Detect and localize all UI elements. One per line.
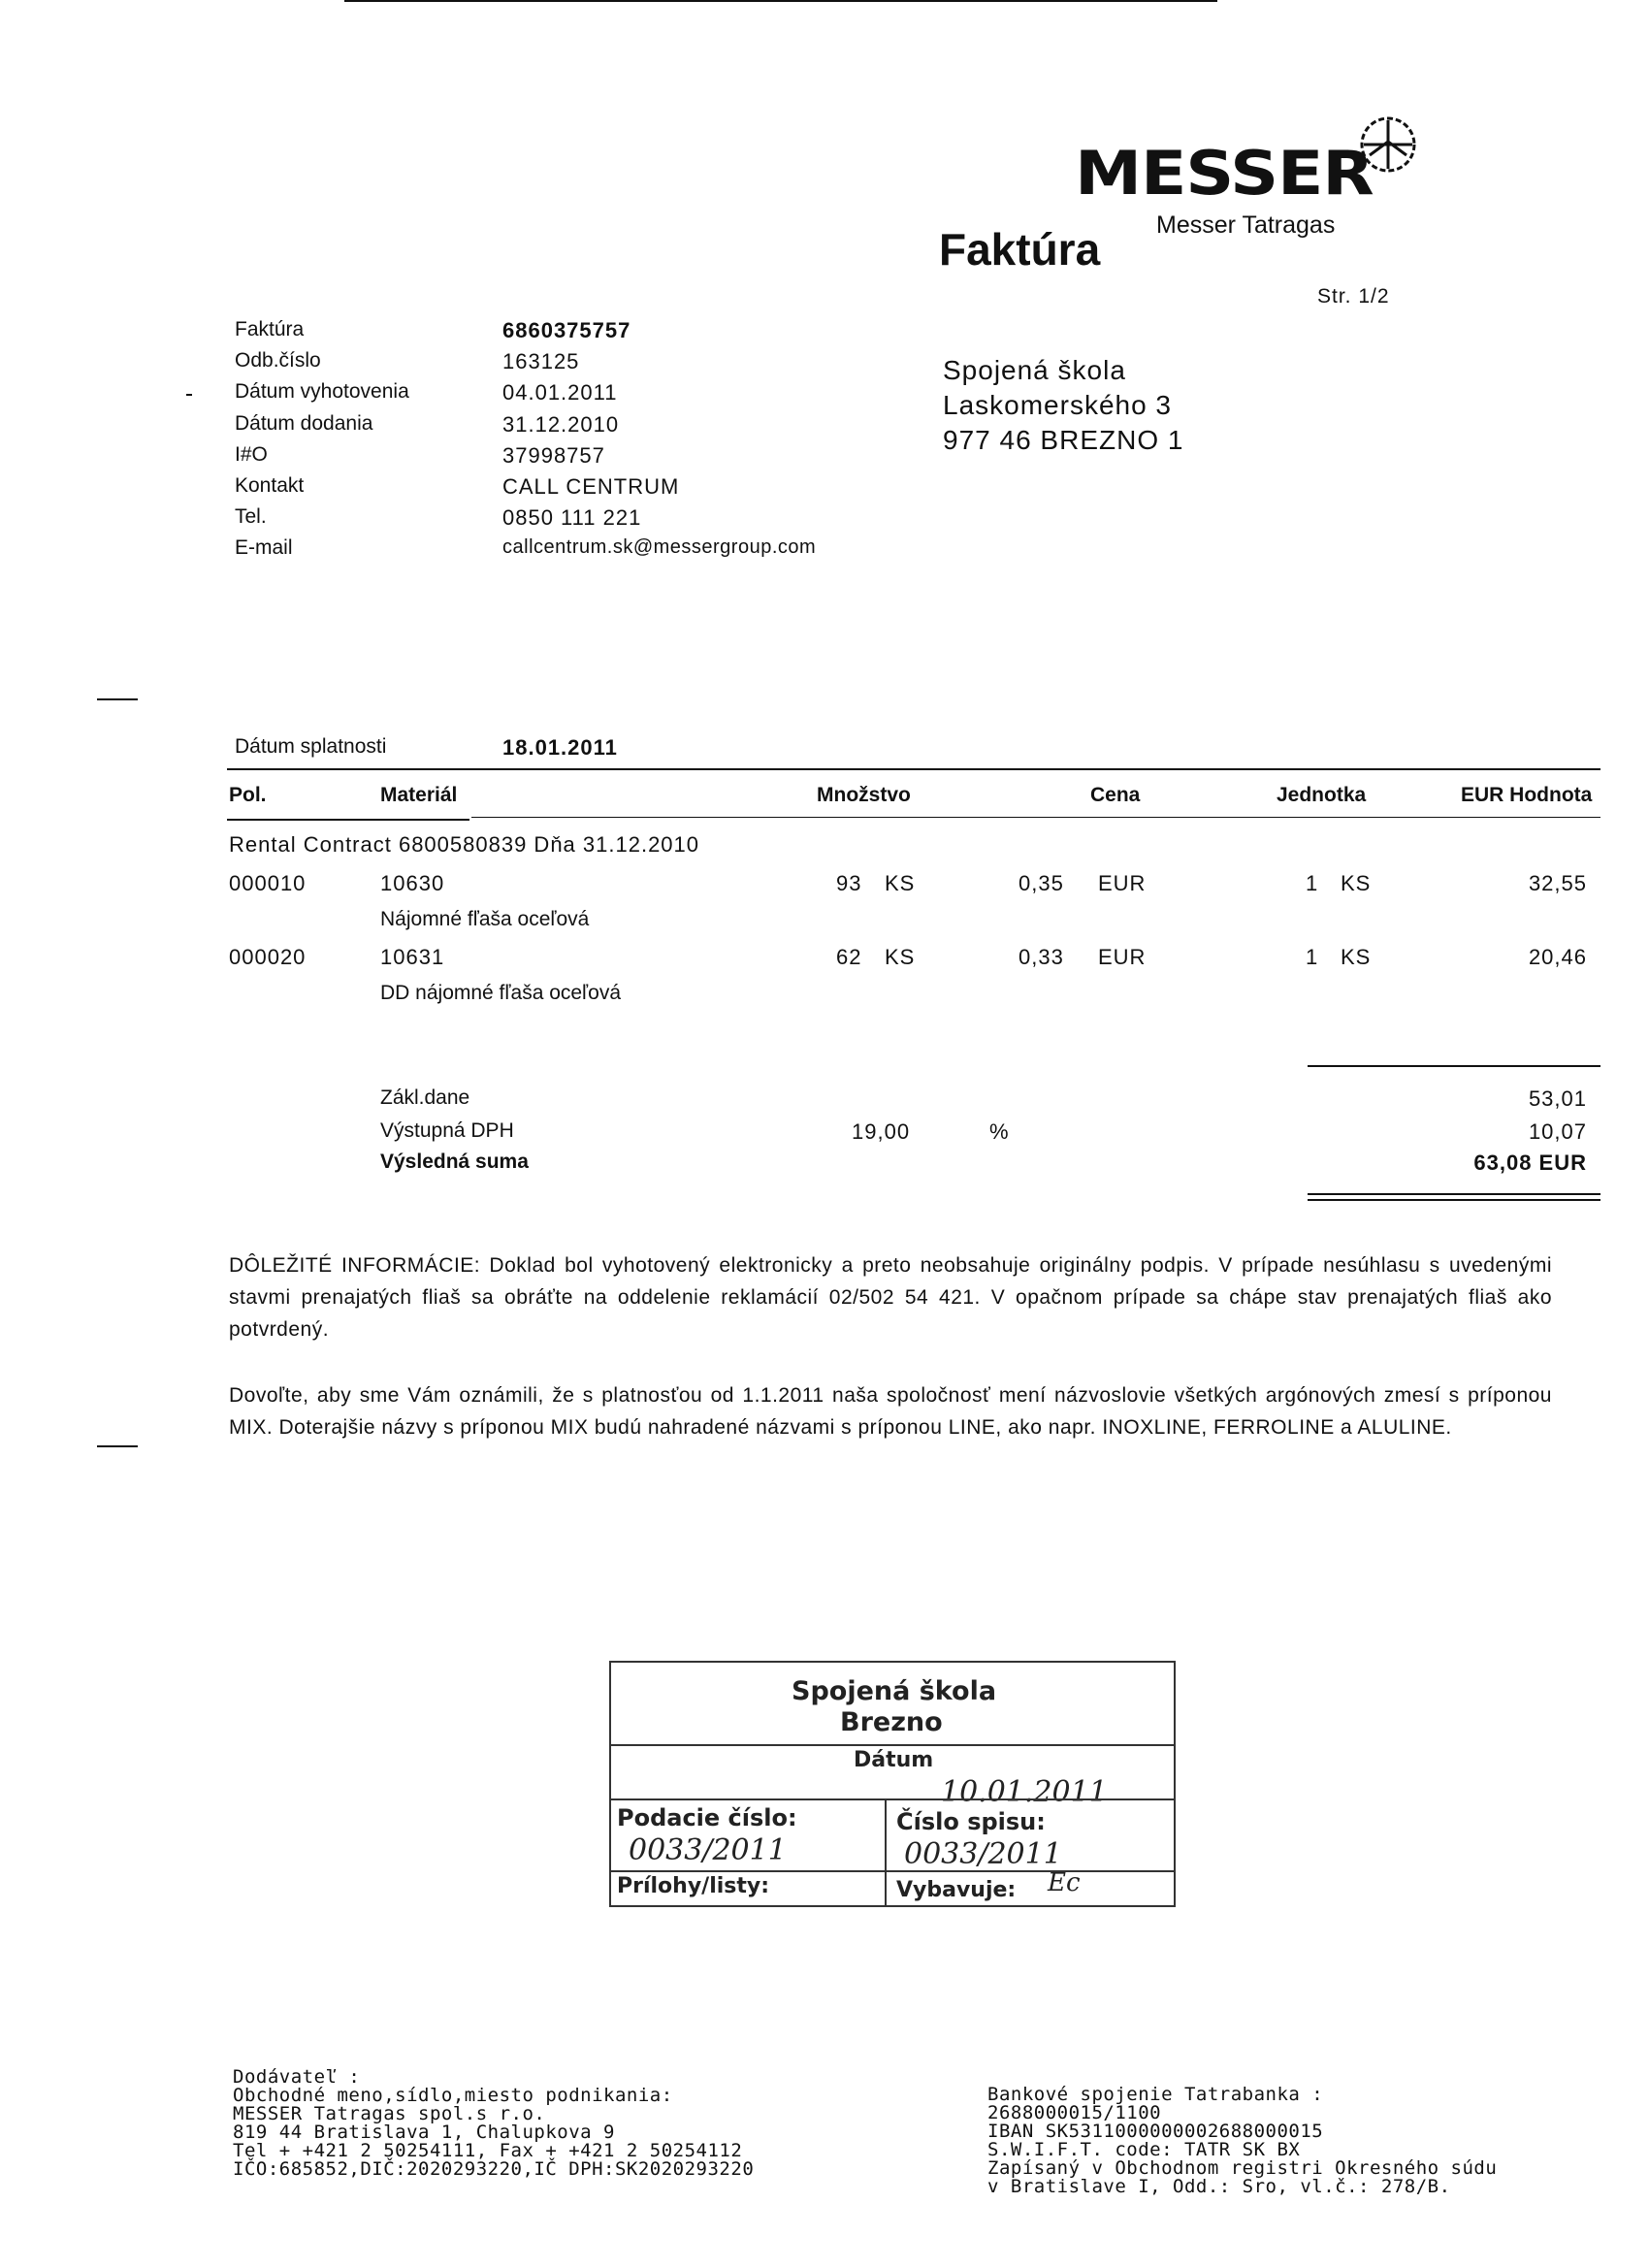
vat-label: Výstupná DPH — [380, 1119, 514, 1142]
margin-dash — [186, 394, 192, 396]
footer-right-line: 2688000015/1100 — [987, 2102, 1162, 2123]
total-value: 63,08 EUR — [1473, 1150, 1587, 1175]
meta-label: Odb.číslo — [235, 349, 321, 372]
row-1-code: 10630 — [380, 871, 445, 895]
row-2-pos: 000020 — [229, 945, 307, 969]
stamp-date-label: Dátum — [854, 1748, 934, 1772]
row-2-qty: 62 — [836, 945, 862, 969]
footer-right-line: Bankové spojenie Tatrabanka : — [987, 2084, 1324, 2105]
meta-value: 04.01.2011 — [502, 380, 618, 405]
vat-percent-sign: % — [989, 1119, 1010, 1144]
due-date-label: Dátum splatnosti — [235, 735, 387, 758]
tax-base-value: 53,01 — [1528, 1086, 1587, 1111]
registry-stamp — [609, 1661, 1176, 1907]
due-date-value: 18.01.2011 — [502, 735, 618, 760]
stamp-handler-initials: Ec — [1048, 1868, 1081, 1897]
margin-dash — [97, 698, 138, 700]
company-name: Messer Tatragas — [1156, 211, 1336, 239]
meta-value: 0850 111 221 — [502, 505, 642, 530]
stamp-divider — [611, 1744, 1174, 1746]
footer-right-line: IBAN SK5311000000002688000015 — [987, 2121, 1324, 2142]
total-label: Výsledná suma — [380, 1150, 529, 1173]
row-1-price: 0,35 — [1018, 871, 1064, 895]
recipient-line-3: 977 46 BREZNO 1 — [943, 425, 1184, 455]
row-2-code: 10631 — [380, 945, 445, 969]
tax-base-label: Zákl.dane — [380, 1086, 470, 1109]
col-header-quantity: Množstvo — [817, 784, 911, 806]
document-title: Faktúra — [939, 224, 1101, 275]
row-2-qty-unit: KS — [885, 945, 916, 969]
row-1-qty: 93 — [836, 871, 862, 895]
page-number: Str. 1/2 — [1317, 285, 1390, 308]
stamp-title-line-1: Spojená škola — [792, 1676, 997, 1706]
row-2-price: 0,33 — [1018, 945, 1064, 969]
totals-double-rule — [1308, 1199, 1600, 1201]
top-border-line — [344, 0, 1217, 2]
row-1-unit: KS — [1341, 871, 1372, 895]
contract-line: Rental Contract 6800580839 Dňa 31.12.2010 — [229, 832, 700, 857]
stamp-reg-label: Podacie číslo: — [617, 1804, 797, 1831]
row-2-value: 20,46 — [1528, 945, 1587, 969]
footer-left-line: 819 44 Bratislava 1, Chalupkova 9 — [233, 2122, 615, 2143]
recipient-line-1: Spojená škola — [943, 355, 1126, 385]
col-header-pos: Pol. — [229, 784, 267, 806]
col-header-value: EUR Hodnota — [1461, 784, 1593, 806]
meta-value: 163125 — [502, 349, 580, 373]
row-1-description: Nájomné fľaša oceľová — [380, 908, 590, 930]
meta-label: Dátum dodania — [235, 412, 373, 435]
meta-value: 37998757 — [502, 443, 605, 468]
meta-label: I#O — [235, 443, 268, 466]
footer-bank — [987, 2086, 1497, 2196]
footer-left-line: Obchodné meno,sídlo,miesto podnikania: — [233, 2085, 673, 2106]
naming-change-paragraph: Dovoľte, aby sme Vám oznámili, že s platnosťou od 1.1.2011 naša spoločnosť mení názvoslovie všetkých argónových zmesí s príponou MIX. Doterajšie názvy s príponou MIX budú nahradené názvami s príponou LINE, ako napr. INOXLINE, FERROLINE a ALULINE. — [229, 1384, 1552, 1439]
row-1-value: 32,55 — [1528, 871, 1587, 895]
stamp-file-handwritten: 0033/2011 — [904, 1837, 1062, 1871]
col-header-unit: Jednotka — [1277, 784, 1367, 806]
meta-label: E-mail — [235, 536, 293, 559]
footer-right-line: S.W.I.F.T. code: TATR SK BX — [987, 2139, 1301, 2160]
header-underline — [227, 819, 469, 821]
meta-label: Faktúra — [235, 318, 305, 340]
header-underline — [471, 817, 1600, 818]
row-2-unit: KS — [1341, 945, 1372, 969]
recipient-address — [943, 353, 1183, 458]
col-header-material: Materiál — [380, 784, 458, 806]
row-2-currency: EUR — [1098, 945, 1147, 969]
footer-left-line: MESSER Tatragas spol.s r.o. — [233, 2103, 546, 2124]
meta-label: Tel. — [235, 505, 267, 528]
important-info-paragraph: DÔLEŽITÉ INFORMÁCIE: Doklad bol vyhotovený elektronicky a preto neobsahuje originálny podpis. V prípade nesúhlasu s uvedenými stavmi prenajatých fliaš sa obráťte na oddelenie reklamácií 02/502 54 421. V opačnom prípade sa chápe stav prenajatých fliaš ako potvrdený. — [229, 1254, 1552, 1341]
row-2-unit-qty: 1 — [1306, 945, 1319, 969]
company-logo-text: MESSER — [1075, 138, 1374, 209]
vat-value: 10,07 — [1528, 1119, 1587, 1144]
messer-emblem-icon — [1356, 113, 1420, 177]
row-1-unit-qty: 1 — [1306, 871, 1319, 895]
stamp-divider — [611, 1870, 1174, 1872]
footer-right-line: Zapísaný v Obchodnom registri Okresného súdu — [987, 2157, 1498, 2179]
stamp-divider — [611, 1798, 1174, 1800]
meta-label: Kontakt — [235, 474, 305, 497]
footer-left-line: Dodávateľ : — [233, 2066, 361, 2088]
stamp-title-line-2: Brezno — [840, 1707, 943, 1737]
row-1-pos: 000010 — [229, 871, 307, 895]
footer-supplier — [233, 2068, 754, 2179]
table-top-rule — [227, 768, 1600, 770]
row-1-currency: EUR — [1098, 871, 1147, 895]
footer-left-line: IČO:685852,DIČ:2020293220,IČ DPH:SK2020293220 — [233, 2158, 755, 2180]
footer-left-line: Tel + +421 2 50254111, Fax + +421 2 50254112 — [233, 2140, 743, 2161]
row-2-description: DD nájomné fľaša oceľová — [380, 982, 622, 1004]
meta-value: callcentrum.sk@messergroup.com — [502, 536, 817, 558]
margin-dash — [97, 1445, 138, 1447]
stamp-date-handwritten: 10.01.2011 — [941, 1775, 1108, 1809]
row-1-qty-unit: KS — [885, 871, 916, 895]
stamp-reg-handwritten: 0033/2011 — [629, 1833, 787, 1867]
stamp-attachments-label: Prílohy/listy: — [617, 1874, 770, 1898]
meta-value: 31.12.2010 — [502, 412, 620, 437]
totals-top-rule — [1308, 1065, 1600, 1067]
vat-rate: 19,00 — [852, 1119, 911, 1144]
stamp-column-divider — [885, 1798, 887, 1905]
meta-label: Dátum vyhotovenia — [235, 380, 409, 403]
col-header-price: Cena — [1090, 784, 1141, 806]
meta-value: CALL CENTRUM — [502, 474, 680, 499]
stamp-file-label: Číslo spisu: — [896, 1808, 1046, 1835]
footer-right-line: v Bratislave I, Odd.: Sro, vl.č.: 278/B. — [987, 2176, 1451, 2197]
stamp-handler-label: Vybavuje: — [896, 1878, 1017, 1902]
totals-double-rule — [1308, 1193, 1600, 1195]
recipient-line-2: Laskomerského 3 — [943, 390, 1173, 420]
meta-value: 6860375757 — [502, 318, 631, 342]
